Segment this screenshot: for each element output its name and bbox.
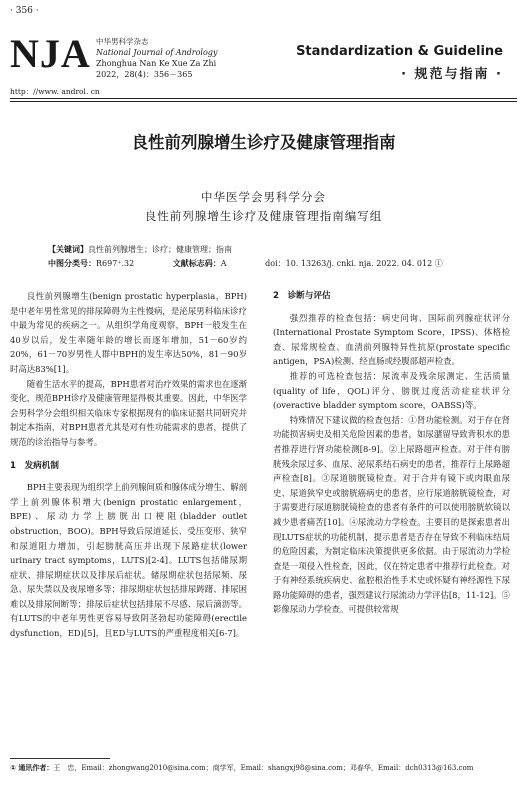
intro-paragraph-2: 随着生活水平的提高，BPH患者对治疗效果的需求也在逐渐变化，规范BPH诊疗及健康管理显得极其重要。因此，中华医学会男科学分会组织相关临床专家根据现有的临床证据共同研究并制定本指南，对BPH患者尤其是对有性功能需求的患者，提供了规范的诊治指导与参考。 (10, 378, 247, 447)
keywords-label: 【关键词】 (48, 245, 88, 254)
header-rule-bottom (10, 101, 517, 102)
keywords-text: 良性前列腺增生；诊疗；健康管理；指南 (88, 245, 232, 254)
journal-issue: 2022，28(4)：356－365 (96, 70, 193, 79)
footnote-label: ① 通讯作者： (10, 764, 54, 772)
section-2-paragraph-2: 推荐的可选检查包括：尿流率及残余尿测定、生活质量(quality of life，QOL)评分、膀胱过度活动症症状评分(overactive bladder symptom score，OABSS)等。 (273, 370, 510, 411)
authoring-organization (0, 188, 527, 226)
writing-group: 良性前列腺增生诊疗及健康管理指南编写组 (144, 209, 383, 223)
journal-name-en: National Journal of Andrology (96, 48, 218, 57)
doc-code-value: A (220, 259, 227, 268)
section-2-paragraph-3: 特殊情况下建议做的检查包括：①肾功能检测。对于存在肾功能损害病史及相关危险因素的患者，如尿潴留导致背积水的患者推荐进行肾功能检测[8-9]。②上尿路超声检查。对于伴有膀胱残余尿过多、血尿、泌尿系结石病史的患者，推荐行上尿路超声检查[8]。③尿道膀胱镜检查。对于合并有镜下或肉眼血尿史、尿道狭窄史或膀胱癌病史的患者，应行尿道膀胱镜检查，对于需要进行尿道膀胱镜检查的患者有条件的可以使用膀胱软镜以减少患者痛苦[10]。④尿流动力学检查。主要目的是探索患者出现LUTS症状的功能机制，提示患者是否存在导致不利临床结局的危险因素，为制定临床决策提供更多依据。由于尿流动力学检查是一项侵入性检查，因此，仅在特定患者中推荐行此检查。对于有神经系统疾病史、盆腔根治性手术史或怀疑有神经源性下尿路功能障碍的患者，强烈建议行尿流动力学评估[8，11-12]。⑤影像尿动力学检查。可提供较常规 (273, 414, 511, 615)
section-1-paragraph: BPH主要表现为组织学上前列腺间质和腺体成分增生、解剖学上前列腺体积增大(benign prostatic enlargement，BPE)、尿动力学上膀胱出口梗阻(bladder outlet obstruction，BOO)。BPH导致后尿道延长、受压变形、狭窄和尿道阻力增加，引起膀胱高压并出现下尿路症状(lower urinary tract symptoms，LUTS)[2-4]。LUTS包括储尿期症状、排尿期症状以及排尿后症状。储尿期症状包括尿频、尿急、尿失禁以及夜尿增多等；排尿期症状包括排尿踌躇、排尿困难以及排尿间断等；排尿后症状包括排尿不尽感、尿后滴沥等。有LUTS的中老年男性更容易导致阴茎勃起功能障碍(erectile dysfunction，ED)[5]，且ED与LUTS的严重程度相关[6-7]。 (10, 482, 247, 639)
journal-header (10, 31, 517, 96)
section-name-en: Standardization & Guideline (296, 44, 503, 59)
section-1-heading: 1 发病机制 (10, 460, 59, 471)
clc-value: R697⁺.32 (96, 259, 135, 268)
journal-info (96, 36, 217, 80)
header-rule-top (10, 98, 517, 99)
keywords-row (48, 243, 478, 257)
section-tag (296, 44, 503, 82)
footnote (10, 763, 520, 773)
journal-logo: NJA (10, 31, 91, 76)
footnote-rule (10, 758, 110, 759)
journal-url[interactable]: http：//www. androl. cn (10, 87, 100, 96)
doi[interactable]: doi：10. 13263/j. cnki. nja. 2022. 04. 012 ① (265, 259, 443, 268)
footnote-text: 王 忠，Email：zhongwang2010@sina.com；商学军，Email：shangxj98@sina.com；邓春华，Email：dch0313@163.com (53, 764, 474, 772)
doc-code-label: 文献标志码： (172, 259, 221, 268)
section-2-paragraph-1: 强烈推荐的检查包括：病史问询、国际前列腺症状评分(International Prostate Symptom Score，IPSS)、体格检查、尿常规检查、血清前列腺特异性抗原(prostate specific antigen，PSA)检测、经直肠或经腹部超声检查。 (273, 312, 510, 367)
right-column (273, 289, 510, 617)
section-2-heading: 2 诊断与评估 (273, 291, 331, 301)
article-title: 良性前列腺增生诊疗及健康管理指南 (131, 133, 396, 152)
organization-name: 中华医学会男科学分会 (201, 190, 326, 204)
classification-row (48, 257, 478, 271)
keywords-block (48, 243, 478, 271)
left-column (10, 289, 247, 641)
journal-name-cn: 中华男科学杂志 (96, 37, 149, 46)
journal-name-pinyin: Zhonghua Nan Ke Xue Za Zhi (96, 59, 217, 68)
section-name-zh: · 规范与指南 · (401, 67, 503, 82)
page-number: · 356 · (10, 6, 39, 16)
clc-label: 中图分类号： (48, 259, 96, 268)
intro-paragraph-1: 良性前列腺增生(benign prostatic hyperplasia，BPH)是中老年男性常见的排尿障碍为主性慢病，是泌尿男科临床诊疗中最为常见的疾病之一。从组织学角度观察，BPH一般发生在40岁以后，发生率随年龄的增长而逐年增加，51－60岁约20%，61－70岁男性人群中BPH的发生率达50%，81－90岁时高达83%[1]。 (10, 291, 247, 374)
